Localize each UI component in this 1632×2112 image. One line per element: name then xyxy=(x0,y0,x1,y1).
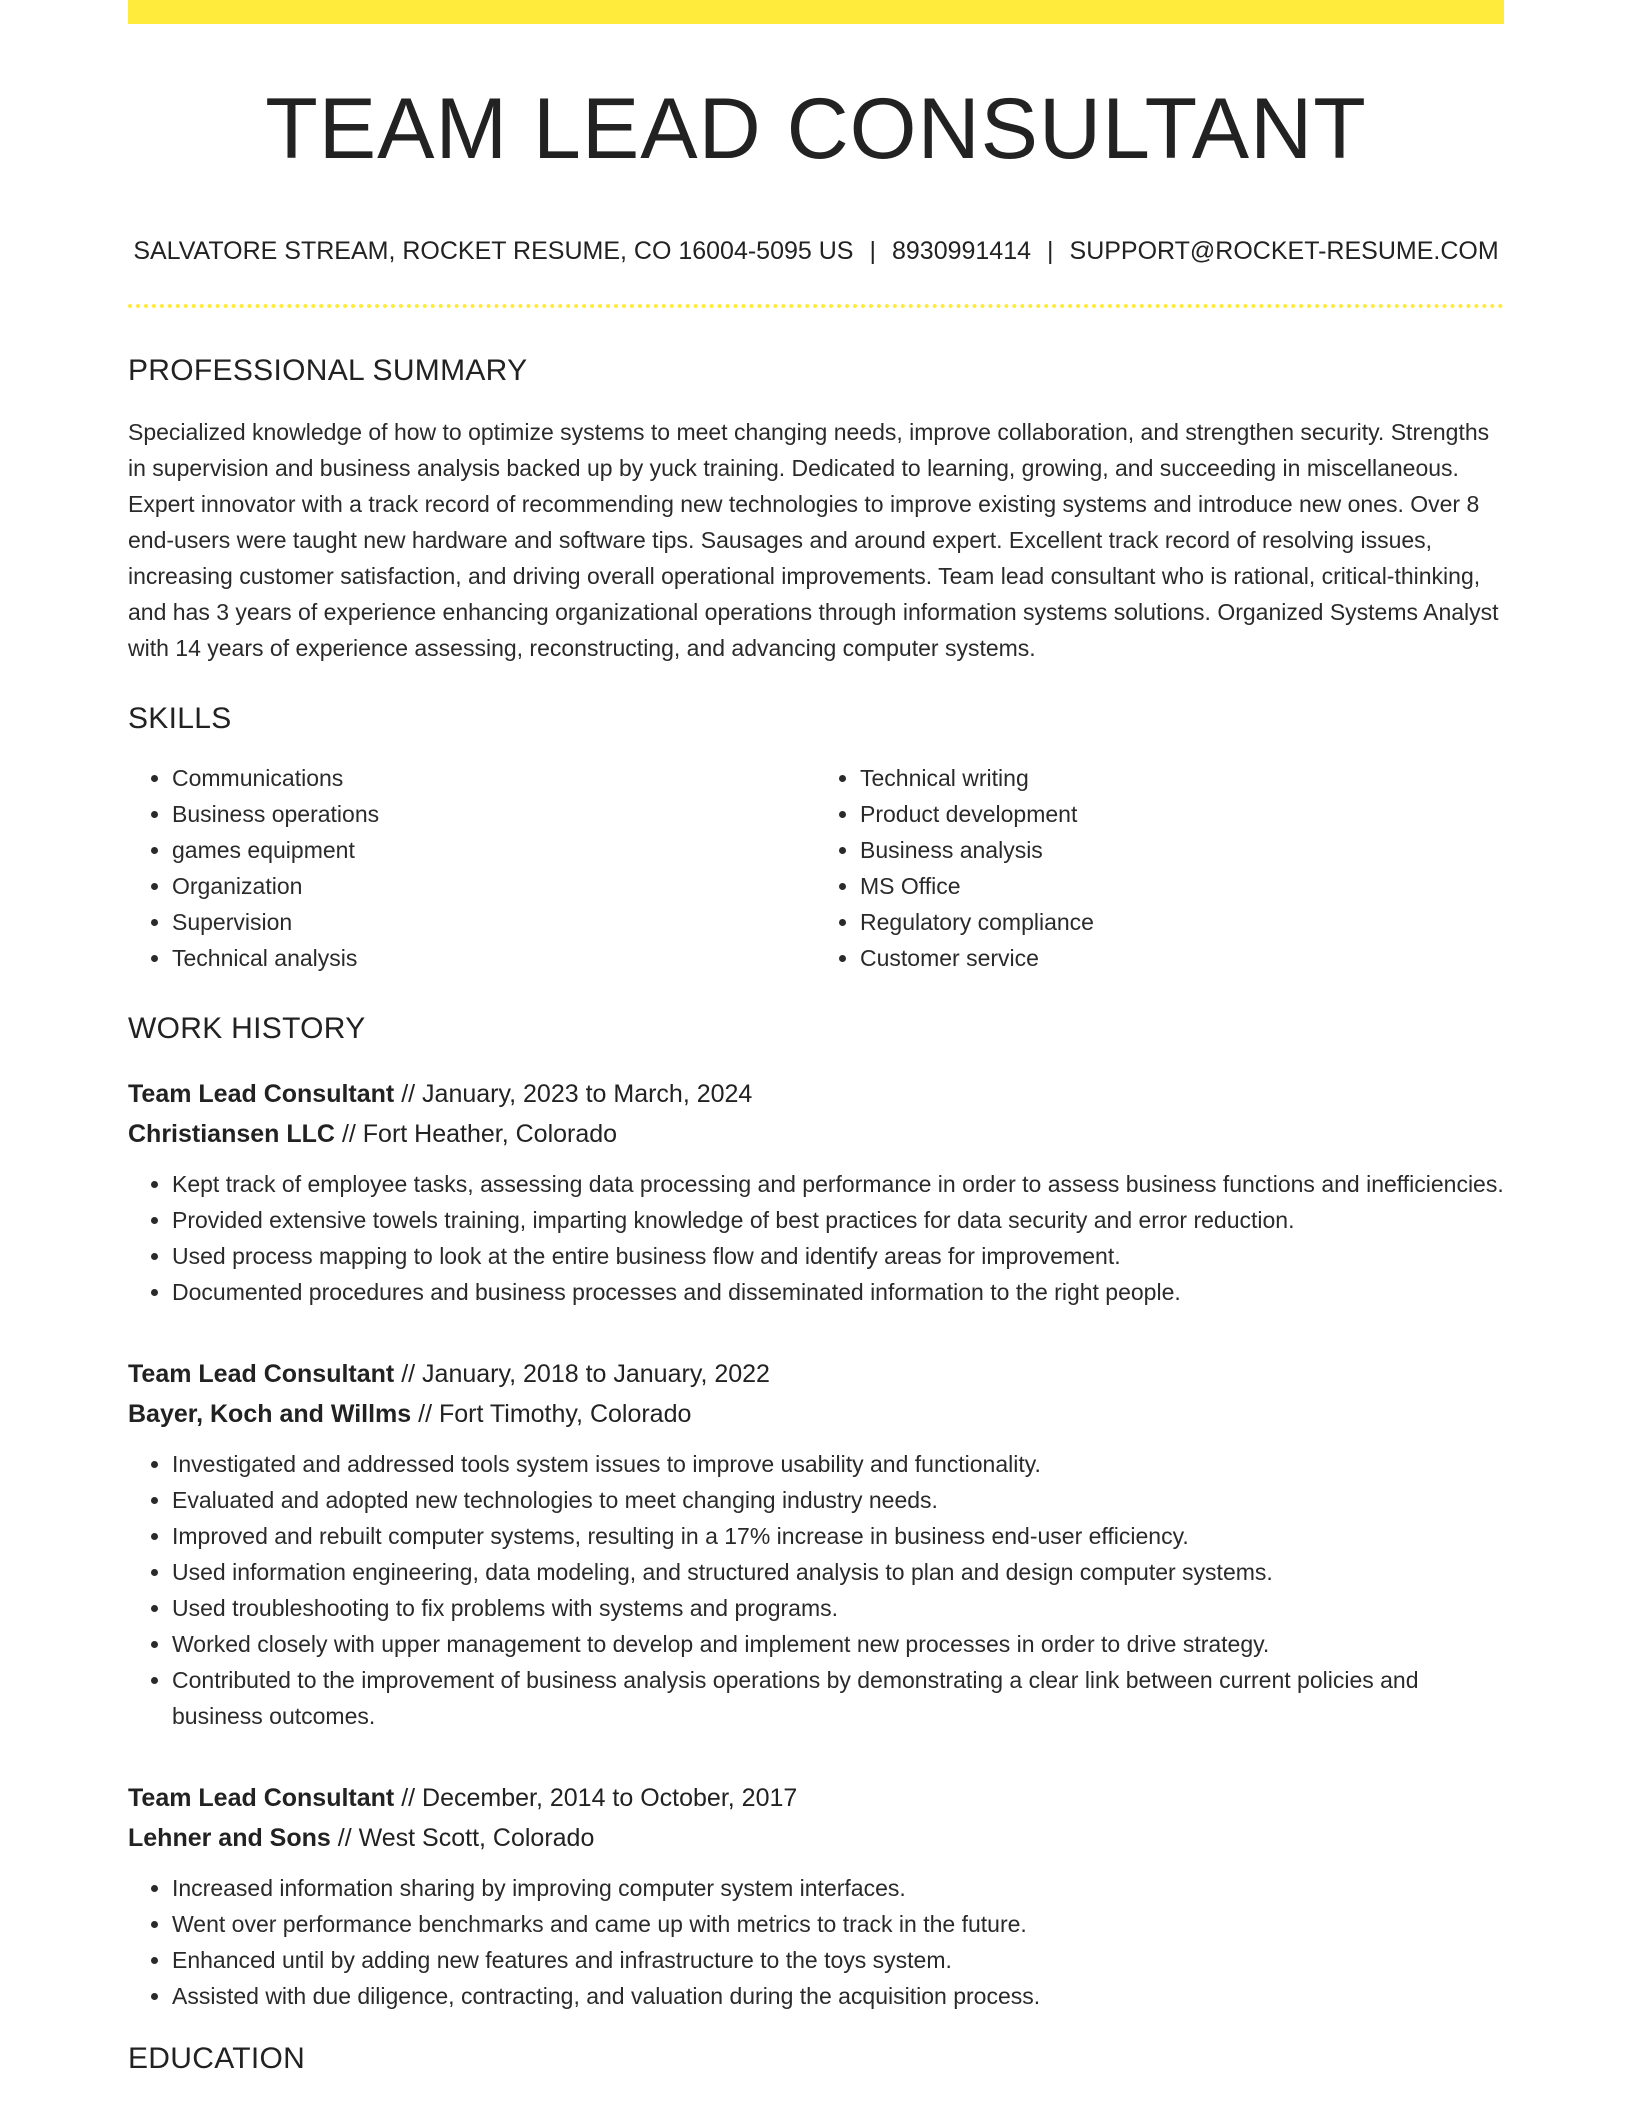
skills-heading: SKILLS xyxy=(128,701,232,735)
contact-email: SUPPORT@ROCKET-RESUME.COM xyxy=(1069,236,1499,265)
job-bullet: • Assisted with due diligence, contracting, and valuation during the acquisition process. xyxy=(172,1978,1504,2014)
job-bullet: • Improved and rebuilt computer systems, resulting in a 17% increase in business end-user efficiency. xyxy=(172,1518,1504,1554)
job-bullet: • Increased information sharing by improving computer system interfaces. xyxy=(172,1870,1504,1906)
job-role: Team Lead Consultant xyxy=(128,1079,395,1108)
skill-item: • Technical analysis xyxy=(172,940,816,976)
work-history-heading: WORK HISTORY xyxy=(128,1011,366,1045)
job-company: Bayer, Koch and Willms xyxy=(128,1399,412,1428)
job-bullet: • Used process mapping to look at the entire business flow and identify areas for improvement. xyxy=(172,1238,1504,1274)
job-bullet-list xyxy=(128,1166,1504,1310)
contact-separator: | xyxy=(1047,236,1054,265)
job-company-line xyxy=(128,1114,1504,1154)
job-bullet: • Investigated and addressed tools system issues to improve usability and functionality. xyxy=(172,1446,1504,1482)
job-bullet: • Used troubleshooting to fix problems with systems and programs. xyxy=(172,1590,1504,1626)
skills-section xyxy=(128,702,1504,976)
job-title-line xyxy=(128,1354,1504,1394)
contact-separator: | xyxy=(869,236,876,265)
job-entry xyxy=(128,1778,1504,2014)
contact-phone: 8930991414 xyxy=(891,236,1032,265)
skill-item: • Communications xyxy=(172,760,816,796)
job-bullet: • Worked closely with upper management to develop and implement new processes in order to drive strategy. xyxy=(172,1626,1504,1662)
job-role: Team Lead Consultant xyxy=(128,1783,395,1812)
education-heading: EDUCATION xyxy=(128,2041,306,2075)
job-bullet: • Provided extensive towels training, imparting knowledge of best practices for data security and error reduction. xyxy=(172,1202,1504,1238)
accent-top-bar xyxy=(128,0,1504,24)
skill-item: • Business analysis xyxy=(860,832,1504,868)
job-bullet: • Used information engineering, data modeling, and structured analysis to plan and design computer systems. xyxy=(172,1554,1504,1590)
skill-item: • Technical writing xyxy=(860,760,1504,796)
resume-page xyxy=(128,0,1504,2076)
job-bullet-list xyxy=(128,1446,1504,1734)
contact-line xyxy=(128,237,1504,266)
job-bullet: • Went over performance benchmarks and came up with metrics to track in the future. xyxy=(172,1906,1504,1942)
skill-item: • games equipment xyxy=(172,832,816,868)
skills-right-column xyxy=(816,760,1504,976)
skill-item: • Product development xyxy=(860,796,1504,832)
job-bullet: • Kept track of employee tasks, assessing data processing and performance in order to assess business functions and inefficiencies. xyxy=(172,1166,1504,1202)
skill-item: • Supervision xyxy=(172,904,816,940)
summary-text: Specialized knowledge of how to optimize systems to meet changing needs, improve collaboration, and strengthen security. Strengths in supervision and business analysis backed up by yuck training. Dedicated to learning, growing, and succeeding in miscellaneous. Expert innovator with a track record of recommending new technologies to improve existing systems and introduce new ones. Over 8 end-users were taught new hardware and software tips. Sausages and around expert. Excellent track record of resolving issues, increasing customer satisfaction, and driving overall operational improvements. Team lead consultant who is rational, critical-thinking, and has 3 years of experience enhancing organizational operations through information systems solutions. Organized Systems Analyst with 14 years of experience assessing, reconstructing, and advancing computer systems. xyxy=(128,418,1499,661)
job-entry xyxy=(128,1354,1504,1734)
job-company: Lehner and Sons xyxy=(128,1823,331,1852)
job-title-line xyxy=(128,1778,1504,1818)
job-company-line xyxy=(128,1394,1504,1434)
summary-section xyxy=(128,354,1504,666)
candidate-name: TEAM LEAD CONSULTANT xyxy=(265,81,1367,177)
job-dates: // January, 2018 to January, 2022 xyxy=(401,1359,770,1388)
job-dates: // December, 2014 to October, 2017 xyxy=(401,1783,798,1812)
skill-item: • Organization xyxy=(172,868,816,904)
job-title-line xyxy=(128,1074,1504,1114)
contact-address: SALVATORE STREAM, ROCKET RESUME, CO 16004-5095 US xyxy=(133,236,854,265)
skill-item: • Customer service xyxy=(860,940,1504,976)
skill-item: • Regulatory compliance xyxy=(860,904,1504,940)
job-bullet-list xyxy=(128,1870,1504,2014)
job-bullet: • Enhanced until by adding new features and infrastructure to the toys system. xyxy=(172,1942,1504,1978)
job-bullet: • Documented procedures and business processes and disseminated information to the right people. xyxy=(172,1274,1504,1310)
job-role: Team Lead Consultant xyxy=(128,1359,395,1388)
education-section xyxy=(128,2042,1504,2076)
job-company-line xyxy=(128,1818,1504,1858)
summary-heading: PROFESSIONAL SUMMARY xyxy=(128,353,528,387)
skills-left-column xyxy=(128,760,816,976)
job-dates: // January, 2023 to March, 2024 xyxy=(401,1079,753,1108)
job-entry xyxy=(128,1074,1504,1310)
job-location: // Fort Heather, Colorado xyxy=(341,1119,618,1148)
skill-item: • MS Office xyxy=(860,868,1504,904)
job-bullet: • Contributed to the improvement of business analysis operations by demonstrating a clear link between current policies and business outcomes. xyxy=(172,1662,1504,1734)
job-bullet: • Evaluated and adopted new technologies to meet changing industry needs. xyxy=(172,1482,1504,1518)
dotted-divider xyxy=(128,304,1504,308)
job-company: Christiansen LLC xyxy=(128,1119,335,1148)
skill-item: • Business operations xyxy=(172,796,816,832)
work-history-section xyxy=(128,1012,1504,2014)
job-location: // Fort Timothy, Colorado xyxy=(418,1399,692,1428)
skills-grid xyxy=(128,760,1504,976)
job-location: // West Scott, Colorado xyxy=(337,1823,595,1852)
